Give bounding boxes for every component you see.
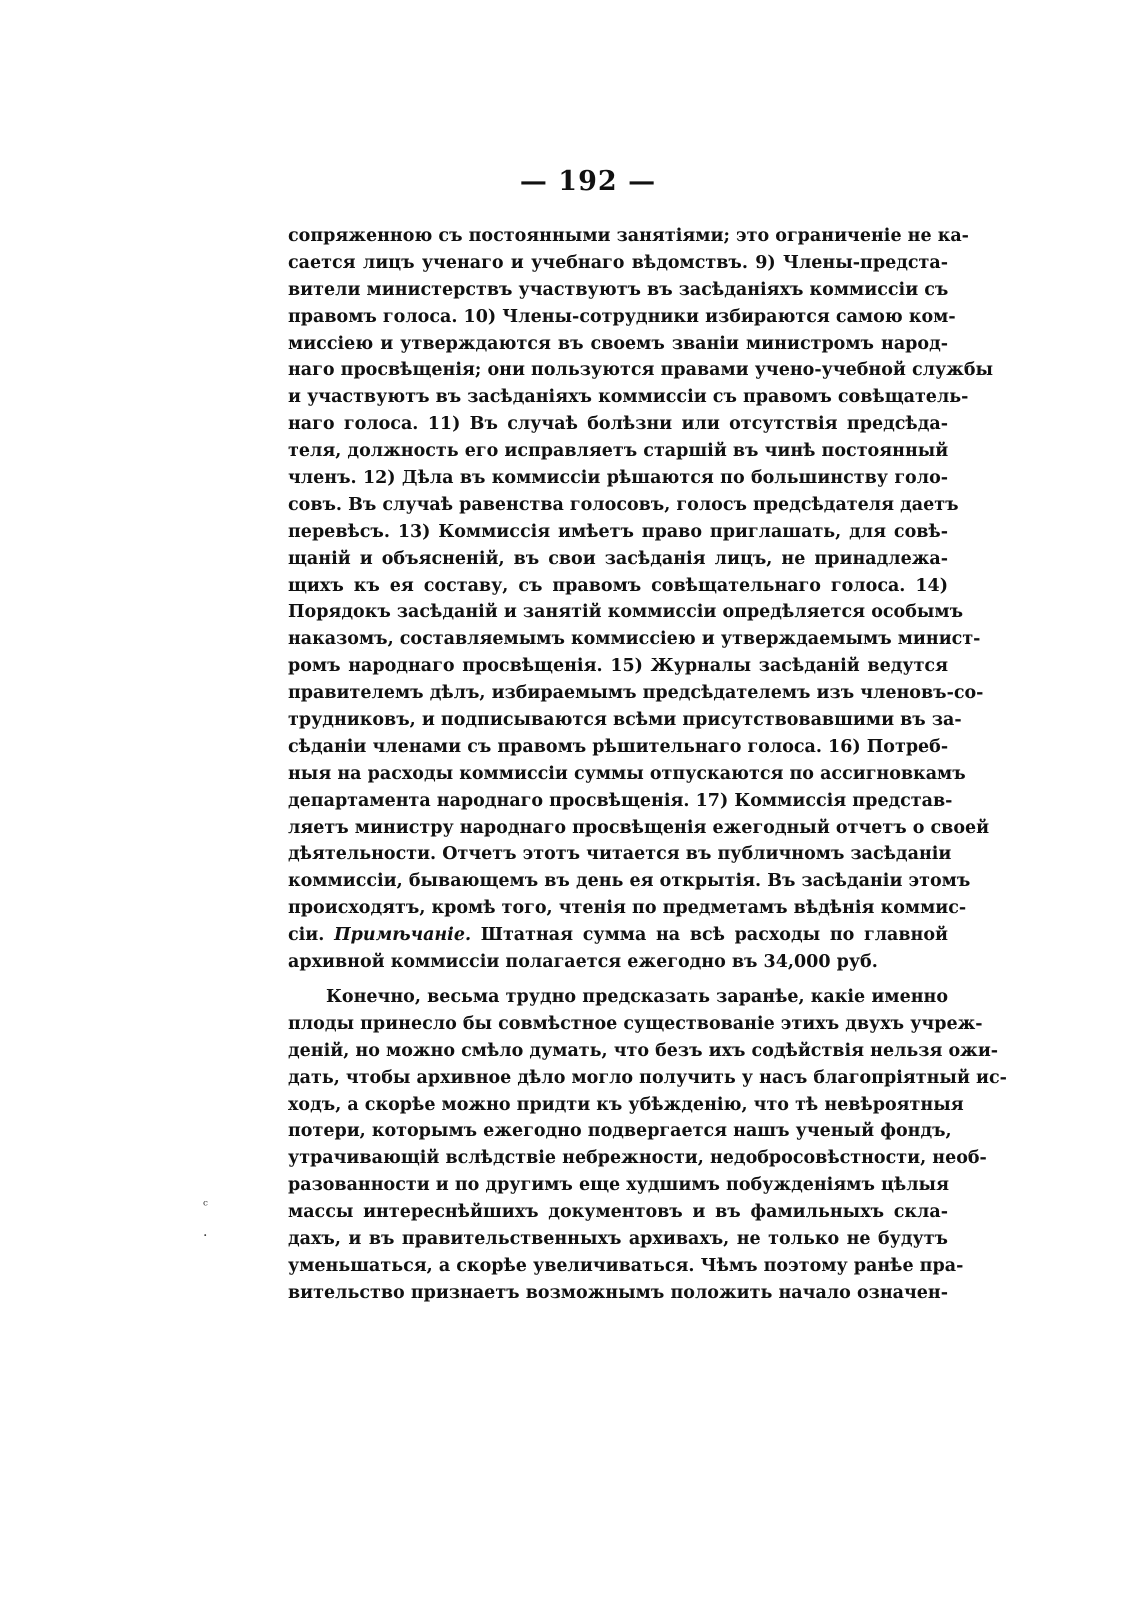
note-line-prefix: сіи. xyxy=(288,925,325,946)
commentary-line: уменьшаться, а скорѣе увеличиваться. Чѣмъ поэтому ранѣе пра- xyxy=(288,1255,964,1276)
statute-line: членъ. 12) Дѣла въ коммиссіи рѣшаются по большинству голо- xyxy=(288,468,948,489)
statute-line: коммиссіи, бывающемъ въ день ея открытія. Въ засѣданіи этомъ xyxy=(288,871,971,892)
margin-mark: · xyxy=(203,1228,208,1244)
commentary-line: плоды принесло бы совмѣстное существованіе этихъ двухъ учреж- xyxy=(288,1013,983,1034)
statute-line: наго просвѣщенія; они пользуются правами учено-учебной службы xyxy=(288,360,994,381)
note-line-rest: Штатная сумма на всѣ расходы по главной xyxy=(480,925,949,946)
statute-line: вители министерствъ участвуютъ въ засѣданіяхъ коммиссіи съ xyxy=(288,279,949,300)
statute-line: правителемъ дѣлъ, избираемымъ предсѣдателемъ изъ членовъ-со- xyxy=(288,683,984,704)
statute-line: ромъ народнаго просвѣщенія. 15) Журналы засѣданій ведутся xyxy=(288,656,948,677)
statute-line: Порядокъ засѣданій и занятій коммиссіи опредѣляется особымъ xyxy=(288,602,964,623)
statute-line: правомъ голоса. 10) Члены-сотрудники избираются самою ком- xyxy=(288,306,956,327)
paragraph-statute-continuation xyxy=(288,223,994,922)
statute-line: сѣданіи членами съ правомъ рѣшительнаго голоса. 16) Потреб- xyxy=(288,736,949,757)
statute-line: миссіею и утверждаются въ своемъ званіи министромъ народ- xyxy=(288,333,948,354)
statute-line: наго голоса. 11) Въ случаѣ болѣзни или отсутствія предсѣда- xyxy=(288,414,948,435)
note-line xyxy=(288,922,948,949)
statute-line: ляетъ министру народнаго просвѣщенія ежегодный отчетъ о своей xyxy=(288,817,990,838)
statute-line: департамента народнаго просвѣщенія. 17) Коммиссія представ- xyxy=(288,790,953,811)
statute-line: наказомъ, составляемымъ коммиссіею и утверждаемымъ минист- xyxy=(288,629,981,650)
note-label: Примѣчаніе. xyxy=(334,925,472,946)
commentary-line: массы интереснѣйшихъ документовъ и въ фамильныхъ скла- xyxy=(288,1202,948,1223)
commentary-line: дать, чтобы архивное дѣло могло получить у насъ благопріятный ис- xyxy=(288,1067,1007,1088)
statute-line: и участвуютъ въ засѣданіяхъ коммиссіи съ правомъ совѣщатель- xyxy=(288,387,969,408)
statute-line: дѣятельности. Отчетъ этотъ читается въ публичномъ засѣданіи xyxy=(288,844,952,865)
statute-line: сопряженною съ постоянными занятіями; это ограниченіе не ка- xyxy=(288,226,969,246)
paragraph-commentary xyxy=(288,984,1007,1307)
commentary-line: разованности и по другимъ еще худшимъ побужденіямъ цѣлыя xyxy=(288,1175,950,1196)
statute-line: происходятъ, кромѣ того, чтенія по предметамъ вѣдѣнія коммис- xyxy=(288,898,967,919)
commentary-line: утрачивающій вслѣдствіе небрежности, недобросовѣстности, необ- xyxy=(288,1148,987,1169)
page-number: — 192 — xyxy=(519,166,657,197)
statute-line: сается лицъ ученаго и учебнаго вѣдомствъ. 9) Члены-предста- xyxy=(288,252,948,273)
commentary-line: ходъ, а скорѣе можно придти къ убѣжденію, что тѣ невѣроятныя xyxy=(288,1094,964,1115)
paragraph-gap xyxy=(288,976,948,984)
body-text xyxy=(288,223,1007,1307)
commentary-line: вительство признаетъ возможнымъ положить начало означен- xyxy=(288,1282,948,1303)
statute-line: трудниковъ, и подписываются всѣми присутствовавшими въ за- xyxy=(288,710,962,731)
commentary-line: дахъ, и въ правительственныхъ архивахъ, не только не будутъ xyxy=(288,1228,948,1249)
commentary-line: Конечно, весьма трудно предсказать заранѣе, какіе именно xyxy=(326,986,948,1007)
commentary-line: потери, которымъ ежегодно подвергается нашъ ученый фондъ, xyxy=(288,1121,952,1142)
statute-line: ныя на расходы коммиссіи суммы отпускаются по ассигновкамъ xyxy=(288,763,966,784)
paragraph-last-line: архивной коммиссіи полагается ежегодно въ 34,000 руб. xyxy=(288,952,878,973)
commentary-line: деній, но можно смѣло думать, что безъ ихъ содѣйствія нельзя ожи- xyxy=(288,1040,999,1061)
statute-line: щихъ къ ея составу, съ правомъ совѣщательнаго голоса. 14) xyxy=(288,575,948,596)
statute-line: теля, должность его исправляетъ старшій въ чинѣ постоянный xyxy=(288,441,949,462)
statute-line: совъ. Въ случаѣ равенства голосовъ, голосъ предсѣдателя даетъ xyxy=(288,494,959,515)
statute-line: щаній и объясненій, въ свои засѣданія лицъ, не принадлежа- xyxy=(288,548,948,569)
statute-line: перевѣсъ. 13) Коммиссія имѣетъ право приглашать, для совѣ- xyxy=(288,521,948,542)
margin-mark: ᶜ xyxy=(203,1198,208,1214)
